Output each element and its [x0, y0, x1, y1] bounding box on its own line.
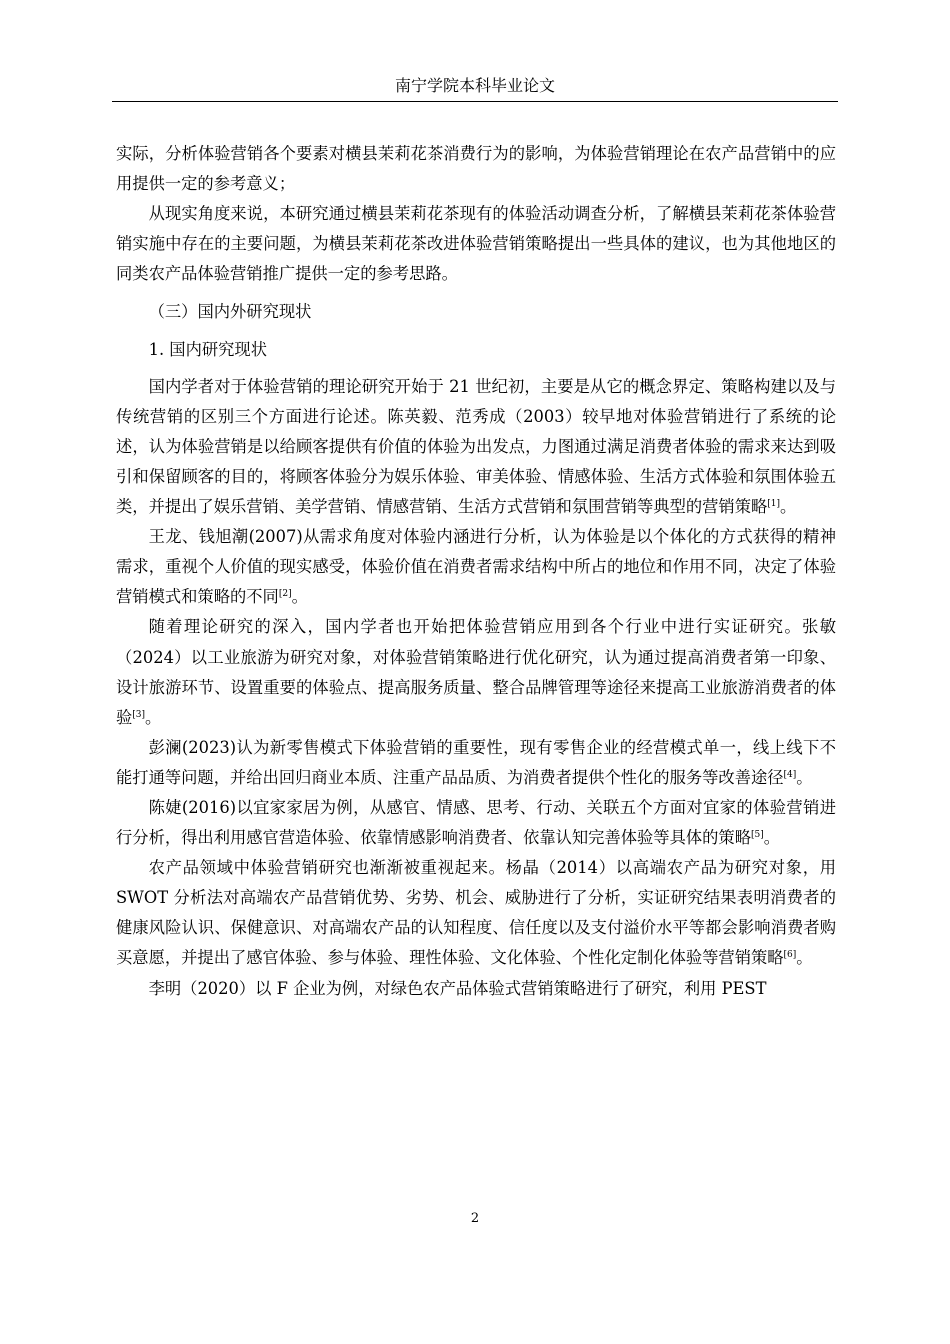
paragraph-chen-jie: 陈婕(2016)以宜家家居为例，从感官、情感、思考、行动、关联五个方面对宜家的体验营销进行分析，得出利用感官营造体验、依靠情感影响消费者、依靠认知完善体验等具体的策略[5]。 [116, 797, 836, 848]
citation-marker: [3] [132, 709, 146, 720]
citation-marker: [4] [783, 769, 797, 780]
paragraph-zhang-min: 随着理论研究的深入，国内学者也开始把体验营销应用到各个行业中进行实证研究。张敏（2024）以工业旅游为研究对象，对体验营销策略进行优化研究，认为通过提高消费者第一印象、设计旅游环节、设置重要的体验点、提高服务质量、整合品牌管理等途径来提高工业旅游消费者的体验[3]。 [116, 617, 836, 727]
paragraph-peng-lan: 彭澜(2023)认为新零售模式下体验营销的重要性，现有零售企业的经营模式单一，线上线下不能打通等问题，并给出回归商业本质、注重产品品质、为消费者提供个性化的服务等改善途径[4]。 [116, 737, 836, 787]
section-heading: （三）国内外研究现状 [148, 302, 312, 322]
body-text [116, 139, 836, 1004]
paragraph-wang-qian: 王龙、钱旭潮(2007)从需求角度对体验内涵进行分析，认为体验是以个体化的方式获得的精神需求，重视个人价值的现实感受，体验价值在消费者需求结构中所占的地位和作用不同，决定了体验营销模式和策略的不同[2]。 [116, 527, 836, 607]
citation-marker: [5] [750, 830, 764, 841]
paragraph-continuation: 实际，分析体验营销各个要素对横县茉莉花茶消费行为的影响，为体验营销理论在农产品营销中的应用提供一定的参考意义； [116, 144, 836, 194]
page-number: 2 [470, 1211, 480, 1226]
paragraph-yang-jing: 农产品领域中体验营销研究也渐渐被重视起来。杨晶（2014）以高端农产品为研究对象，用 SWOT 分析法对高端农产品营销优势、劣势、机会、威胁进行了分析，实证研究结果表明消费者的健康风险认识、保健意识、对高端农产品的认知程度、信任度以及支付溢价水平等都会影响消费者购买意愿，并提出了感官体验、参与体验、理性体验、文化体验、个性化定制化体验等营销策略[6]。 [116, 858, 836, 968]
paragraph-li-ming: 李明（2020）以 F 企业为例，对绿色农产品体验式营销策略进行了研究，利用 PEST [148, 978, 767, 998]
paragraph-domestic-theory: 国内学者对于体验营销的理论研究开始于 21 世纪初，主要是从它的概念界定、策略构建以及与传统营销的区别三个方面进行论述。陈英毅、范秀成（2003）较早地对体验营销进行了系统的论述，认为体验营销是以给顾客提供有价值的体验为出发点，力图通过满足消费者体验的需求来达到吸引和保留顾客的目的，将顾客体验分为娱乐体验、审美体验、情感体验、生活方式体验和氛围体验五类，并提出了娱乐营销、美学营销、情感营销、生活方式营销和氛围营销等典型的营销策略[1]。 [116, 376, 836, 517]
header-rule [112, 101, 838, 102]
paragraph-practical-significance: 从现实角度来说，本研究通过横县茉莉花茶现有的体验活动调查分析，了解横县茉莉花茶体验营销实施中存在的主要问题，为横县茉莉花茶改进体验营销策略提出一些具体的建议，也为其他地区的同类农产品体验营销推广提供一定的参考思路。 [116, 204, 836, 284]
running-header: 南宁学院本科毕业论文 [394, 76, 555, 95]
citation-marker: [1] [767, 499, 781, 510]
citation-marker: [6] [783, 950, 797, 961]
subsection-heading: 1. 国内研究现状 [148, 339, 267, 359]
citation-marker: [2] [278, 589, 292, 600]
